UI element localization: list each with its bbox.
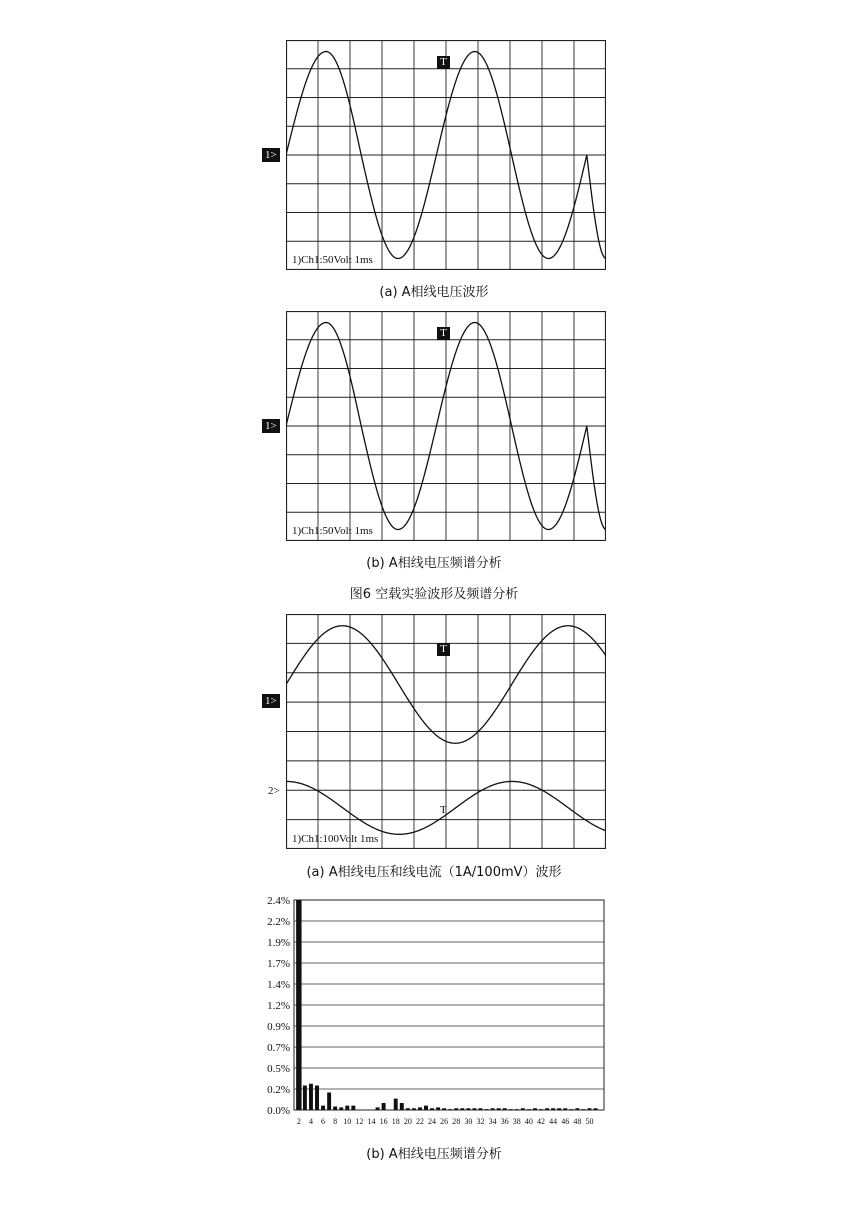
spectrum-bar bbox=[479, 1108, 483, 1110]
spectrum-bar bbox=[296, 900, 301, 1110]
spectrum-y-tick-label: 1.2% bbox=[267, 1000, 290, 1012]
spectrum-bar bbox=[497, 1108, 501, 1110]
spectrum-bar bbox=[575, 1108, 579, 1110]
spectrum-y-tick-label: 1.4% bbox=[267, 979, 290, 991]
spectrum-bar bbox=[412, 1108, 416, 1110]
spectrum-bar bbox=[442, 1108, 446, 1110]
spectrum-bar bbox=[539, 1109, 543, 1110]
spectrum-x-tick-label: 14 bbox=[367, 1117, 376, 1126]
spectrum-x-tick-label: 24 bbox=[428, 1117, 437, 1126]
spectrum-x-tick-label: 46 bbox=[561, 1117, 570, 1126]
spectrum-bar bbox=[339, 1107, 343, 1110]
spectrum-bar bbox=[588, 1108, 592, 1110]
spectrum-bar bbox=[321, 1106, 325, 1110]
spectrum-x-tick-label: 42 bbox=[537, 1117, 546, 1126]
spectrum-bar bbox=[454, 1108, 458, 1110]
figure6-caption: 图6 空载实验波形及频谱分析 bbox=[349, 587, 519, 602]
spectrum-bar bbox=[485, 1109, 489, 1110]
scope-b-channel-marker: 1> bbox=[262, 419, 280, 433]
spectrum-bar bbox=[382, 1103, 386, 1110]
spectrum-bar bbox=[303, 1086, 307, 1111]
spectrum-bar bbox=[466, 1108, 470, 1110]
spectrum-bar bbox=[376, 1107, 380, 1110]
spectrum-y-tick-label: 0.9% bbox=[267, 1021, 290, 1033]
spectrum-y-tick-label: 0.2% bbox=[267, 1084, 290, 1096]
scope-b-trigger-marker: T bbox=[437, 327, 450, 340]
scope-b-caption: (b) A相线电压频谱分析 bbox=[366, 556, 502, 571]
spectrum-bar bbox=[551, 1108, 555, 1110]
spectrum-bar bbox=[545, 1108, 549, 1110]
scope-c-scale-label: 1)Ch1:100Volt 1ms bbox=[292, 833, 379, 845]
spectrum-x-tick-label: 48 bbox=[573, 1117, 582, 1126]
scope-b-scale-label: 1)Ch1:50Volt 1ms bbox=[292, 525, 373, 537]
spectrum-x-tick-label: 28 bbox=[452, 1117, 461, 1126]
spectrum-bar bbox=[315, 1086, 319, 1111]
spectrum-x-tick-label: 34 bbox=[488, 1117, 497, 1126]
spectrum-y-tick-label: 1.9% bbox=[267, 937, 290, 949]
scope-c-trigger1-marker: T bbox=[437, 643, 450, 656]
spectrum-bar bbox=[436, 1107, 440, 1110]
spectrum-bar bbox=[430, 1108, 434, 1110]
scope-a-trigger-marker: T bbox=[437, 56, 450, 69]
spectrum-x-tick-label: 18 bbox=[391, 1117, 400, 1126]
spectrum-bar bbox=[581, 1109, 585, 1110]
spectrum-bar bbox=[515, 1109, 519, 1110]
scope-c-trigger2-marker: T bbox=[440, 804, 447, 816]
scope-c-caption: (a) A相线电压和线电流（1A/100mV）波形 bbox=[306, 865, 562, 880]
harmonic-spectrum-chart bbox=[240, 892, 610, 1132]
spectrum-bar bbox=[527, 1109, 531, 1110]
spectrum-bar bbox=[557, 1108, 561, 1110]
spectrum-x-tick-label: 2 bbox=[296, 1117, 301, 1126]
spectrum-y-tick-label: 1.7% bbox=[267, 958, 290, 970]
spectrum-bar bbox=[351, 1106, 355, 1110]
spectrum-x-tick-label: 10 bbox=[343, 1117, 352, 1126]
spectrum-bar bbox=[327, 1093, 331, 1111]
spectrum-x-tick-label: 22 bbox=[415, 1117, 424, 1126]
spectrum-bar bbox=[533, 1108, 537, 1110]
spectrum-x-tick-label: 20 bbox=[403, 1117, 412, 1126]
scope-b-waveform bbox=[286, 311, 606, 541]
spectrum-bar bbox=[509, 1109, 513, 1110]
scope-c-ch2-marker: 2> bbox=[268, 785, 280, 797]
spectrum-x-tick-label: 6 bbox=[321, 1117, 326, 1126]
spectrum-x-tick-label: 12 bbox=[355, 1117, 364, 1126]
spectrum-x-tick-label: 16 bbox=[379, 1117, 388, 1126]
spectrum-bar bbox=[460, 1108, 464, 1110]
spectrum-x-tick-label: 26 bbox=[440, 1117, 449, 1126]
scope-a-waveform bbox=[286, 40, 606, 270]
spectrum-bar bbox=[400, 1103, 404, 1110]
spectrum-x-tick-label: 50 bbox=[585, 1117, 594, 1126]
spectrum-x-tick-label: 32 bbox=[476, 1117, 485, 1126]
scope-a-channel-marker: 1> bbox=[262, 148, 280, 162]
spectrum-x-tick-label: 30 bbox=[464, 1117, 473, 1126]
spectrum-y-tick-label: 0.5% bbox=[267, 1063, 290, 1075]
spectrum-bar bbox=[448, 1109, 452, 1110]
spectrum-bar bbox=[309, 1084, 313, 1110]
spectrum-bar bbox=[569, 1109, 573, 1110]
spectrum-y-tick-label: 2.2% bbox=[267, 916, 290, 928]
spectrum-bar bbox=[521, 1108, 525, 1110]
spectrum-bar bbox=[491, 1108, 495, 1110]
spectrum-bar bbox=[472, 1108, 476, 1110]
spectrum-bar bbox=[563, 1108, 567, 1110]
spectrum-y-tick-label: 0.0% bbox=[267, 1105, 290, 1117]
spectrum-bar bbox=[406, 1108, 410, 1110]
spectrum-bar bbox=[394, 1099, 398, 1110]
scope-c-ch1-marker: 1> bbox=[262, 694, 280, 708]
spectrum-x-tick-label: 8 bbox=[333, 1117, 338, 1126]
spectrum-x-tick-label: 40 bbox=[524, 1117, 533, 1126]
scope-a-caption: (a) A相线电压波形 bbox=[379, 285, 489, 300]
spectrum-bar bbox=[503, 1108, 507, 1110]
spectrum-x-tick-label: 44 bbox=[549, 1117, 558, 1126]
spectrum-x-tick-label: 36 bbox=[500, 1117, 509, 1126]
spectrum-bar bbox=[418, 1107, 422, 1110]
spectrum-bar bbox=[345, 1106, 349, 1110]
spectrum-x-tick-label: 4 bbox=[308, 1117, 313, 1126]
spectrum-bar bbox=[333, 1107, 337, 1111]
spectrum-x-tick-label: 38 bbox=[512, 1117, 521, 1126]
scope-a-scale-label: 1)Ch1:50Volt 1ms bbox=[292, 254, 373, 266]
spectrum-y-tick-label: 2.4% bbox=[267, 895, 290, 907]
spectrum-bar bbox=[594, 1108, 598, 1110]
spectrum-caption: (b) A相线电压频谱分析 bbox=[366, 1147, 502, 1162]
spectrum-bar bbox=[424, 1106, 428, 1110]
spectrum-y-tick-label: 0.7% bbox=[267, 1042, 290, 1054]
